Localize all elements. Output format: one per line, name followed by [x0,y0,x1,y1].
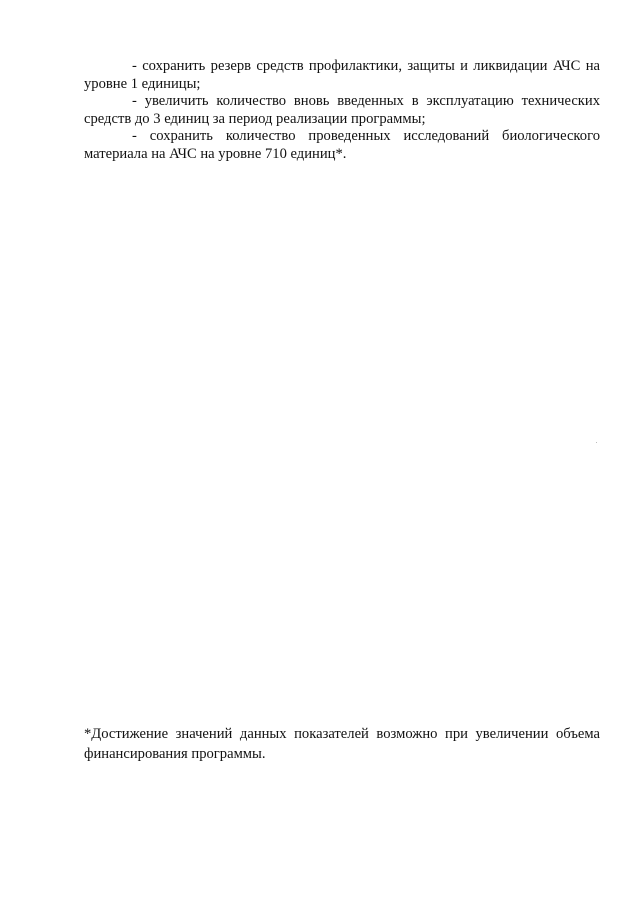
list-item-reserve: - сохранить резерв средств профилактики, защиты и ликвидации АЧС на уровне 1 единицы; [84,58,600,92]
scan-speck [596,442,597,443]
list-item-biological-research: - сохранить количество проведенных исследований биологического материала на АЧС на уровне 710 единиц*. [84,128,600,162]
document-body [84,58,600,164]
list-item-technical-means: - увеличить количество вновь введенных в эксплуатацию технических средств до 3 единиц за период реализации программы; [84,93,600,127]
footnote: *Достижение значений данных показателей возможно при увеличении объема финансирования программы. [84,726,600,762]
